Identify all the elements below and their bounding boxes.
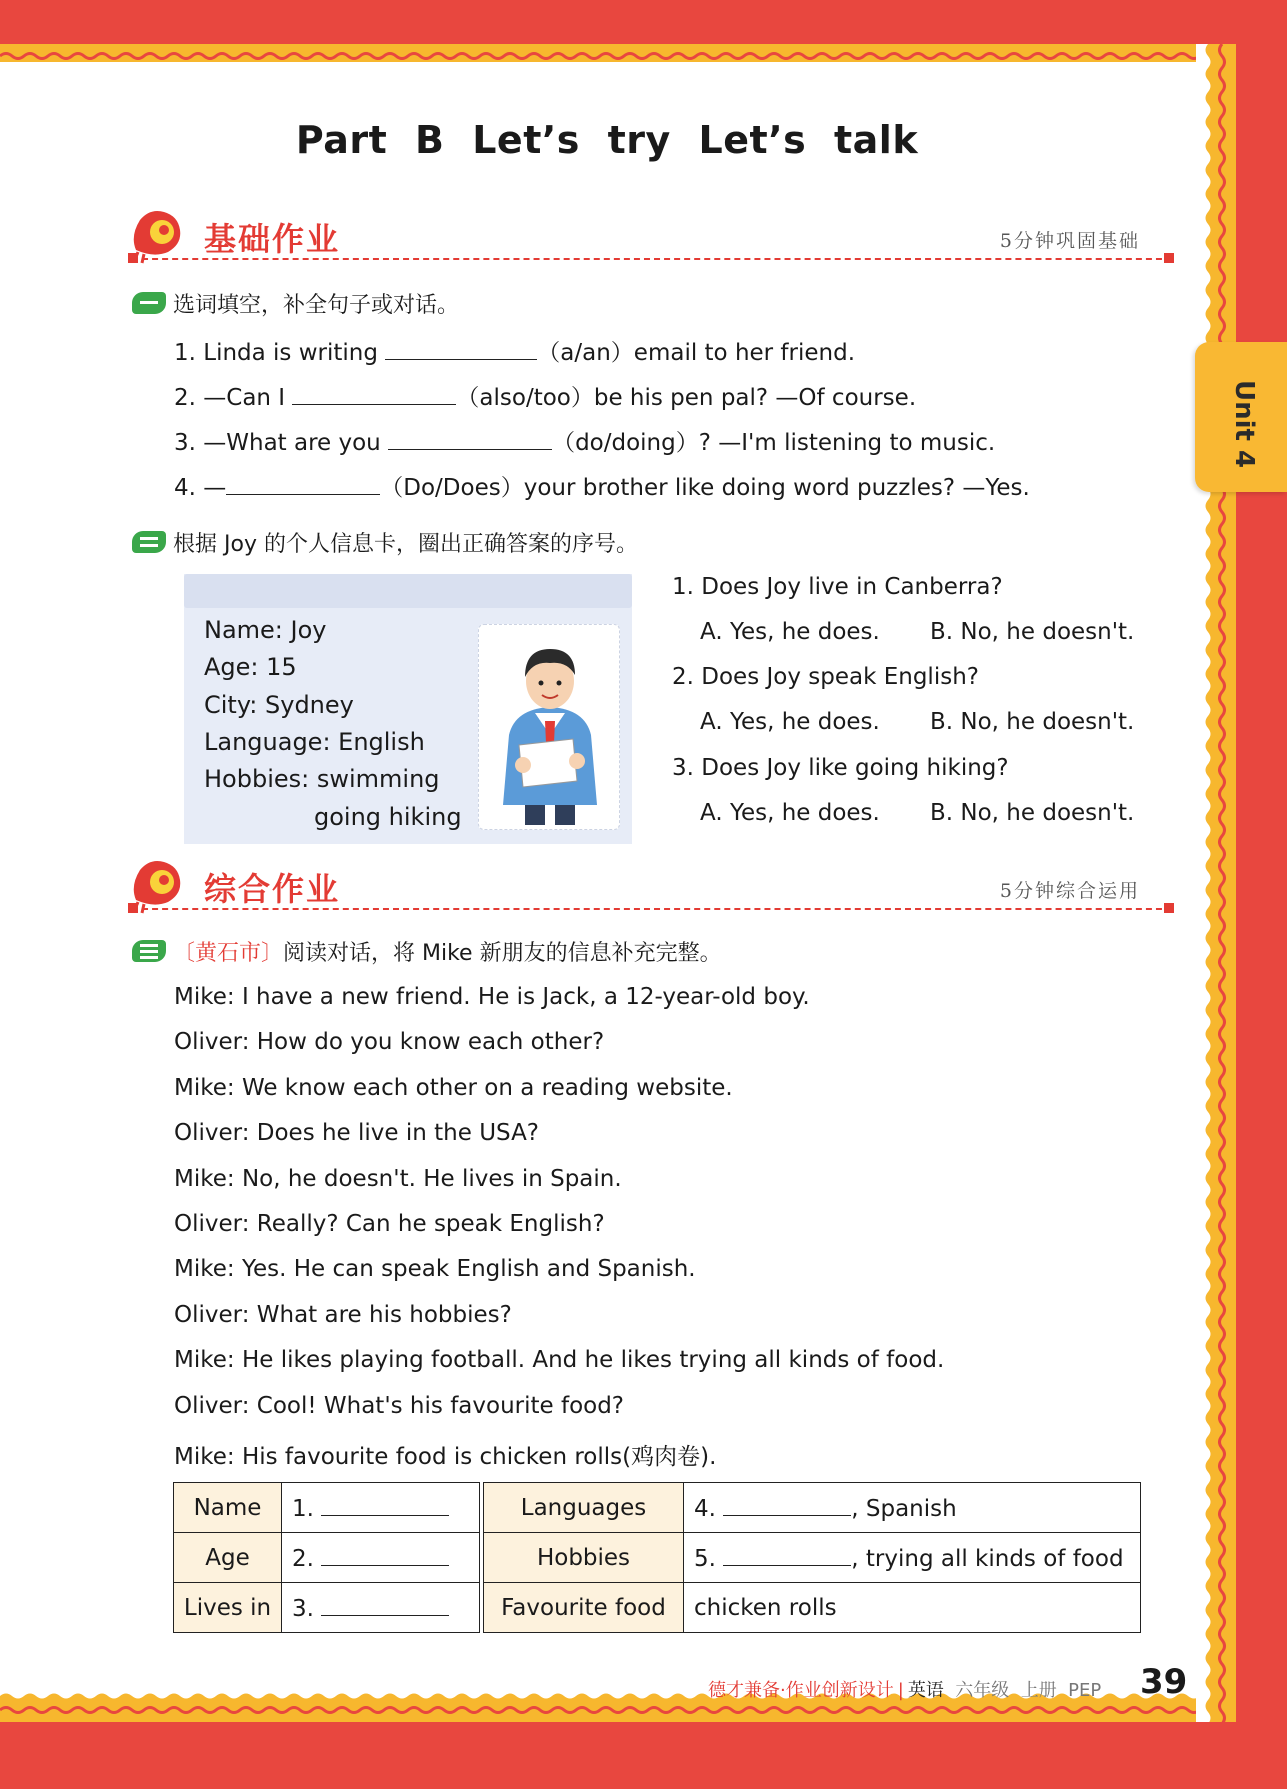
footer <box>708 1676 1101 1702</box>
section-header-basic <box>128 206 1170 276</box>
answer-blank[interactable] <box>388 428 552 450</box>
item-text: （do/doing）? —I'm listening to music. <box>552 430 996 456</box>
divider-end <box>128 903 138 913</box>
dialogue-line: Oliver: Cool! What's his favourite food? <box>174 1392 625 1419</box>
section-title: 基础作业 <box>204 220 341 258</box>
divider-end <box>128 253 138 263</box>
cell-number: 2. <box>292 1545 314 1572</box>
card-hobbies-2: going hiking <box>314 803 462 831</box>
footer-subject: 英语 <box>907 1680 944 1701</box>
card-hobbies: Hobbies: swimming <box>204 765 440 793</box>
answer-blank[interactable] <box>321 1594 449 1616</box>
cell-value: 4. <box>694 1495 716 1522</box>
table-row <box>174 1533 1141 1583</box>
section-title: 综合作业 <box>204 870 341 908</box>
section-subtitle: 5分钟巩固基础 <box>999 230 1140 252</box>
table-answer-cell[interactable] <box>282 1483 480 1533</box>
card-name: Name: Joy <box>204 616 327 644</box>
answer-blank[interactable] <box>226 473 380 495</box>
table-answer-cell[interactable] <box>282 1533 480 1583</box>
table-header-cell: Name <box>174 1483 282 1533</box>
option-b[interactable]: B. No, he doesn't. <box>930 619 1135 645</box>
item-text: 4. — <box>174 475 227 501</box>
answer-blank[interactable] <box>385 338 537 360</box>
dialogue-line: Mike: He likes playing football. And he likes trying all kinds of food. <box>174 1347 945 1374</box>
question-instruction: 阅读对话，将 Mike 新朋友的信息补充完整。 <box>283 941 722 966</box>
unit-tab[interactable] <box>1195 342 1287 492</box>
info-card <box>184 574 632 844</box>
cell-number: 1. <box>292 1495 314 1522</box>
item-text: 2. —Can I <box>174 385 293 411</box>
table-answer-cell[interactable] <box>684 1483 1141 1533</box>
table-answer-cell[interactable] <box>282 1583 480 1633</box>
cell-value: chicken rolls <box>694 1594 837 1621</box>
item-text: （also/too）be his pen pal? —Of course. <box>456 385 917 411</box>
dialogue-line: Oliver: What are his hobbies? <box>174 1301 512 1328</box>
answer-blank[interactable] <box>321 1544 449 1566</box>
option-a[interactable]: A. Yes, he does. <box>700 709 880 735</box>
divider-end <box>1164 253 1174 263</box>
choice-question-2: 2. Does Joy speak English? <box>672 664 979 690</box>
divider <box>132 908 1172 910</box>
region-tag: 〔黄石市〕 <box>173 941 284 966</box>
dialogue-line: Mike: Yes. He can speak English and Spanish. <box>174 1256 696 1283</box>
question-badge-one <box>132 292 166 314</box>
cell-value: 5. <box>694 1545 716 1572</box>
footer-separator: | <box>897 1680 904 1701</box>
section-header-comprehensive <box>128 856 1170 926</box>
table-header-cell: Lives in <box>174 1583 282 1633</box>
boy-figure-icon <box>479 625 621 831</box>
section-subtitle: 5分钟综合运用 <box>999 880 1140 902</box>
fill-item-4 <box>174 469 1030 502</box>
footer-brand: 德才兼备·作业创新设计 <box>708 1680 894 1701</box>
cell-suffix: , Spanish <box>851 1495 957 1522</box>
card-city: City: Sydney <box>204 691 354 719</box>
dialogue-line: Oliver: Does he live in the USA? <box>174 1120 540 1147</box>
cell-suffix: , trying all kinds of food <box>851 1545 1124 1572</box>
card-language: Language: English <box>204 728 425 756</box>
divider-end <box>1164 903 1174 913</box>
wavy-border-right <box>1196 44 1236 1722</box>
table-header-cell: Age <box>174 1533 282 1583</box>
choice-question-1: 1. Does Joy live in Canberra? <box>672 574 1003 600</box>
dialogue-line: Oliver: How do you know each other? <box>174 1029 605 1056</box>
dialogue-line: Mike: His favourite food is chicken rolls(鸡肉卷). <box>174 1444 717 1470</box>
table-header-cell: Languages <box>484 1483 684 1533</box>
table-answer-cell[interactable] <box>684 1533 1141 1583</box>
info-table <box>173 1482 1141 1633</box>
divider <box>132 258 1172 260</box>
table-row <box>174 1583 1141 1633</box>
table-row <box>174 1483 1141 1533</box>
item-text: 3. —What are you <box>174 430 389 456</box>
unit-tab-label: Unit 4 <box>1229 380 1259 469</box>
page-number: 39 <box>1140 1662 1188 1702</box>
choice-question-3: 3. Does Joy like going hiking? <box>672 755 1009 781</box>
footer-edition: PEP <box>1068 1680 1102 1701</box>
boy-illustration <box>478 624 620 830</box>
dialogue-line: Mike: We know each other on a reading website. <box>174 1074 733 1101</box>
answer-blank[interactable] <box>723 1494 851 1516</box>
item-text: （Do/Does）your brother like doing word puzzles? —Yes. <box>380 475 1030 501</box>
table-header-cell: Hobbies <box>484 1533 684 1583</box>
option-a[interactable]: A. Yes, he does. <box>700 619 880 645</box>
answer-blank[interactable] <box>292 383 456 405</box>
question-badge-three <box>132 940 166 962</box>
item-text: 1. Linda is writing <box>174 340 386 366</box>
question-instruction-row <box>173 936 722 967</box>
card-header-bar <box>184 574 632 608</box>
table-header-cell: Favourite food <box>484 1583 684 1633</box>
item-text: （a/an）email to her friend. <box>537 340 856 366</box>
footer-volume: 上册 <box>1020 1680 1057 1701</box>
question-instruction: 根据 Joy 的个人信息卡，圈出正确答案的序号。 <box>173 532 638 557</box>
fill-item-1 <box>174 334 855 367</box>
dialogue-line: Mike: I have a new friend. He is Jack, a 12-year-old boy. <box>174 984 810 1010</box>
question-badge-two <box>132 531 166 553</box>
question-instruction: 选词填空，补全句子或对话。 <box>173 293 460 318</box>
dialogue-line: Oliver: Really? Can he speak English? <box>174 1211 605 1237</box>
answer-blank[interactable] <box>321 1494 449 1516</box>
option-b[interactable]: B. No, he doesn't. <box>930 800 1135 826</box>
cell-number: 3. <box>292 1595 314 1622</box>
fill-item-3 <box>174 424 995 457</box>
dialogue-line: Mike: No, he doesn't. He lives in Spain. <box>174 1165 622 1192</box>
fill-item-2 <box>174 379 916 412</box>
page-title: Part B Let’s try Let’s talk <box>295 118 919 162</box>
footer-grade: 六年级 <box>955 1680 1010 1701</box>
option-b[interactable]: B. No, he doesn't. <box>930 709 1135 735</box>
option-a[interactable]: A. Yes, he does. <box>700 800 880 826</box>
table-answer-cell <box>684 1583 1141 1633</box>
answer-blank[interactable] <box>723 1544 851 1566</box>
card-age: Age: 15 <box>204 653 297 681</box>
